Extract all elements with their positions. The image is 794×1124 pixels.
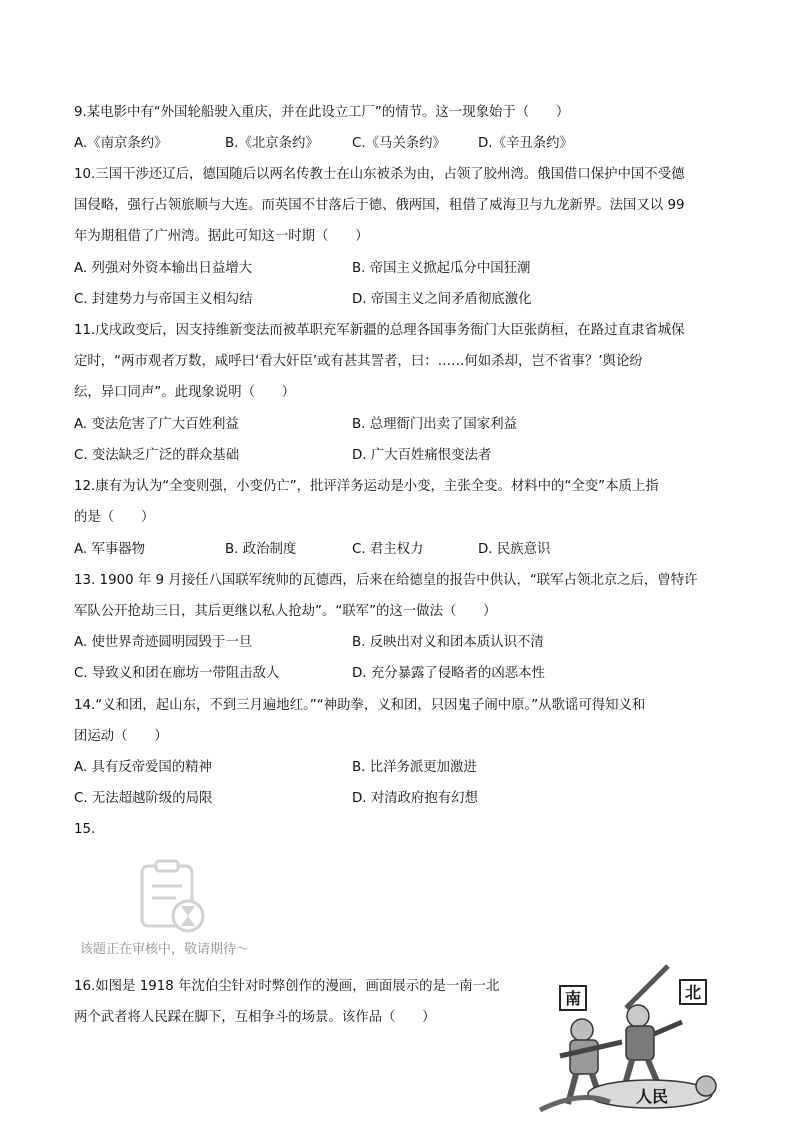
clipboard-hourglass-icon xyxy=(80,858,270,938)
q12-stem-line-1: 12.康有为认为“全变则强，小变仍亡”，批评洋务运动是小变，主张全变。材料中的“全变”本质上指 xyxy=(74,479,659,494)
q13-option-c: C. 导致义和团在廊坊一带阻击敌人 xyxy=(74,666,280,681)
q13-option-d: D. 充分暴露了侵略者的凶恶本性 xyxy=(352,666,545,681)
q10-stem-line-3: 年为期租借了广州湾。据此可知这一时期（ ） xyxy=(74,229,369,244)
q16-stem-line-2: 两个武者将人民踩在脚下，互相争斗的场景。该作品（ ） xyxy=(74,1010,436,1025)
q10-stem-line-1: 10.三国干涉还辽后，德国随后以两名传教士在山东被杀为由，占领了胶州湾。俄国借口保护中国不受德 xyxy=(74,167,685,182)
q11-stem-line-3: 纭，异口同声”。此现象说明（ ） xyxy=(74,385,296,400)
q11-option-b: B. 总理衙门出卖了国家利益 xyxy=(352,417,517,432)
q11-option-d: D. 广大百姓痛恨变法者 xyxy=(352,448,492,463)
q10-option-d: D. 帝国主义之间矛盾彻底激化 xyxy=(352,292,532,307)
q9-option-d: D.《辛丑条约》 xyxy=(478,136,573,151)
q16-cartoon xyxy=(520,960,732,1120)
q13-option-a: A. 使世界奇迹圆明园毁于一旦 xyxy=(74,635,253,650)
q14-option-d: D. 对清政府抱有幻想 xyxy=(352,791,478,806)
q14-option-a: A. 具有反帝爱国的精神 xyxy=(74,760,212,775)
people-label: 人民 xyxy=(635,1087,669,1106)
q10-option-c: C. 封建势力与帝国主义相勾结 xyxy=(74,292,253,307)
q12-option-b: B. 政治制度 xyxy=(225,542,297,557)
q12-stem-line-2: 的是（ ） xyxy=(74,510,155,525)
q10-option-b: B. 帝国主义掀起瓜分中国狂潮 xyxy=(352,261,531,276)
q9-option-a: A.《南京条约》 xyxy=(74,136,168,151)
q13-stem-line-2: 军队公开抢劫三日，其后更继以私人抢劫”。“联军”的这一做法（ ） xyxy=(74,604,497,619)
q11-option-a: A. 变法危害了广大百姓利益 xyxy=(74,417,239,432)
cartoon-illustration xyxy=(520,960,732,1120)
q10-option-a: A. 列强对外资本输出日益增大 xyxy=(74,261,253,276)
q11-stem-line-1: 11.戊戌政变后，因支持维新变法而被革职充军新疆的总理各国事务衙门大臣张荫桓，在路过直隶省城保 xyxy=(74,323,685,338)
q12-option-c: C. 君主权力 xyxy=(352,542,424,557)
q11-stem-line-2: 定时，“两市观者万数，咸呼曰‘看大奸臣’或有甚其詈者，曰：……何如杀却，岂不省事？’舆论纷 xyxy=(74,354,643,369)
q12-option-d: D. 民族意识 xyxy=(478,542,551,557)
q14-stem-line-1: 14.“义和团，起山东，不到三月遍地红。”“神助拳，义和团，只因鬼子闹中原。”从歌谣可得知义和 xyxy=(74,698,646,713)
q14-option-c: C. 无法超越阶级的局限 xyxy=(74,791,213,806)
q12-option-a: A. 军事器物 xyxy=(74,542,145,557)
q14-stem-line-2: 团运动（ ） xyxy=(74,729,168,744)
q14-option-b: B. 比洋务派更加激进 xyxy=(352,760,477,775)
south-sign-label: 南 xyxy=(564,989,582,1008)
north-sign-label: 北 xyxy=(684,983,702,1002)
q15-number: 15. xyxy=(74,822,96,837)
q9-option-b: B.《北京条约》 xyxy=(225,136,319,151)
q13-stem-line-1: 13. 1900 年 9 月接任八国联军统帅的瓦德西，后来在给德皇的报告中供认，“联军占领北京之后，曾特许 xyxy=(74,573,698,588)
q13-option-b: B. 反映出对义和团本质认识不清 xyxy=(352,635,544,650)
q15-pending-text: 该题正在审核中，敬请期待～ xyxy=(80,942,250,957)
q9-stem: 9.某电影中有“外国轮船驶入重庆，并在此设立工厂”的情节。这一现象始于（ ） xyxy=(74,105,570,120)
q16-stem-line-1: 16.如图是 1918 年沈伯尘针对时弊创作的漫画，画面展示的是一南一北 xyxy=(74,979,500,994)
q10-stem-line-2: 国侵略，强行占领旅顺与大连。而英国不甘落后于德、俄两国，租借了威海卫与九龙新界。法国又以 99 xyxy=(74,198,685,213)
q11-option-c: C. 变法缺乏广泛的群众基础 xyxy=(74,448,240,463)
q9-option-c: C.《马关条约》 xyxy=(352,136,446,151)
